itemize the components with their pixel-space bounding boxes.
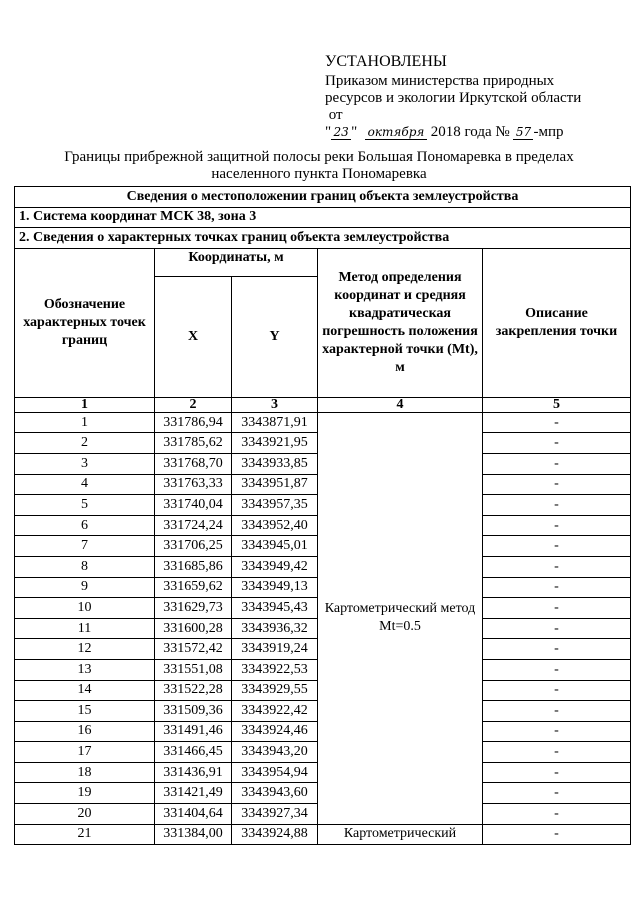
point-x: 331659,62 bbox=[155, 577, 232, 598]
point-y: 3343945,01 bbox=[232, 536, 318, 557]
approval-date-line: " 23 " октября 2018 года № 57 -мпр bbox=[325, 124, 564, 140]
point-y: 3343954,94 bbox=[232, 762, 318, 783]
point-description: - bbox=[483, 804, 631, 825]
point-y: 3343949,42 bbox=[232, 556, 318, 577]
point-description: - bbox=[483, 556, 631, 577]
method-cell-last: Картометрический bbox=[318, 824, 483, 845]
approval-heading: УСТАНОВЛЕНЫ bbox=[325, 53, 447, 70]
point-description: - bbox=[483, 577, 631, 598]
point-x: 331572,42 bbox=[155, 639, 232, 660]
point-description: - bbox=[483, 762, 631, 783]
point-description: - bbox=[483, 433, 631, 454]
point-number: 3 bbox=[15, 453, 155, 474]
point-number: 15 bbox=[15, 701, 155, 722]
document-title bbox=[14, 149, 624, 183]
points-section-line: 2. Сведения о характерных точках границ объекта землеустройства bbox=[15, 228, 631, 249]
header-point: Обозначение характерных точек границ bbox=[15, 248, 155, 397]
point-x: 331522,28 bbox=[155, 680, 232, 701]
col-number-3: 3 bbox=[232, 397, 318, 412]
col-number-2: 2 bbox=[155, 397, 232, 412]
point-number: 20 bbox=[15, 804, 155, 825]
point-number: 18 bbox=[15, 762, 155, 783]
point-y: 3343933,85 bbox=[232, 453, 318, 474]
point-description: - bbox=[483, 659, 631, 680]
point-x: 331421,49 bbox=[155, 783, 232, 804]
col-number-4: 4 bbox=[318, 397, 483, 412]
approval-suffix: -мпр bbox=[533, 124, 564, 140]
point-description: - bbox=[483, 742, 631, 763]
point-y: 3343929,55 bbox=[232, 680, 318, 701]
point-x: 331768,70 bbox=[155, 453, 232, 474]
approval-block bbox=[325, 53, 625, 141]
col-number-5: 5 bbox=[483, 397, 631, 412]
point-number: 12 bbox=[15, 639, 155, 660]
point-x: 331509,36 bbox=[155, 701, 232, 722]
point-description: - bbox=[483, 412, 631, 433]
col-number-1: 1 bbox=[15, 397, 155, 412]
point-y: 3343951,87 bbox=[232, 474, 318, 495]
point-number: 7 bbox=[15, 536, 155, 557]
approval-year: 2018 года № bbox=[430, 124, 510, 140]
point-number: 1 bbox=[15, 412, 155, 433]
point-y: 3343952,40 bbox=[232, 515, 318, 536]
point-description: - bbox=[483, 783, 631, 804]
point-x: 331786,94 bbox=[155, 412, 232, 433]
point-y: 3343957,35 bbox=[232, 495, 318, 516]
point-y: 3343927,34 bbox=[232, 804, 318, 825]
point-number: 11 bbox=[15, 618, 155, 639]
table-row bbox=[15, 412, 631, 433]
point-y: 3343945,43 bbox=[232, 598, 318, 619]
point-x: 331491,46 bbox=[155, 721, 232, 742]
approval-day: 23 bbox=[331, 126, 351, 140]
header-coordinates: Координаты, м bbox=[155, 248, 318, 276]
document-title-line-2: населенного пункта Пономаревка bbox=[211, 166, 427, 182]
point-description: - bbox=[483, 495, 631, 516]
point-number: 19 bbox=[15, 783, 155, 804]
point-number: 10 bbox=[15, 598, 155, 619]
point-y: 3343922,53 bbox=[232, 659, 318, 680]
point-description: - bbox=[483, 824, 631, 845]
point-y: 3343924,46 bbox=[232, 721, 318, 742]
approval-line-1: Приказом министерства природных bbox=[325, 73, 555, 89]
section-title: Сведения о местоположении границ объекта землеустройства bbox=[15, 187, 631, 208]
point-x: 331740,04 bbox=[155, 495, 232, 516]
point-y: 3343921,95 bbox=[232, 433, 318, 454]
point-y: 3343949,13 bbox=[232, 577, 318, 598]
point-x: 331384,00 bbox=[155, 824, 232, 845]
point-x: 331404,64 bbox=[155, 804, 232, 825]
point-x: 331600,28 bbox=[155, 618, 232, 639]
point-y: 3343943,20 bbox=[232, 742, 318, 763]
point-y: 3343871,91 bbox=[232, 412, 318, 433]
point-number: 8 bbox=[15, 556, 155, 577]
point-description: - bbox=[483, 639, 631, 660]
header-x: X bbox=[155, 277, 232, 398]
point-y: 3343943,60 bbox=[232, 783, 318, 804]
point-x: 331466,45 bbox=[155, 742, 232, 763]
approval-line-3: от bbox=[328, 107, 343, 123]
document-title-line-1: Границы прибрежной защитной полосы реки Большая Пономаревка в пределах bbox=[64, 149, 574, 165]
point-x: 331706,25 bbox=[155, 536, 232, 557]
point-number: 4 bbox=[15, 474, 155, 495]
approval-month: октября bbox=[365, 126, 427, 140]
point-number: 14 bbox=[15, 680, 155, 701]
boundary-points-table bbox=[14, 186, 631, 845]
header-method: Метод определения координат и средняя квадратическая погрешность положения характерной точки (Mt), м bbox=[318, 248, 483, 397]
point-number: 21 bbox=[15, 824, 155, 845]
approval-number: 57 bbox=[513, 126, 533, 140]
point-description: - bbox=[483, 701, 631, 722]
point-x: 331629,73 bbox=[155, 598, 232, 619]
point-x: 331551,08 bbox=[155, 659, 232, 680]
point-x: 331763,33 bbox=[155, 474, 232, 495]
point-number: 5 bbox=[15, 495, 155, 516]
point-number: 6 bbox=[15, 515, 155, 536]
point-description: - bbox=[483, 680, 631, 701]
point-description: - bbox=[483, 598, 631, 619]
point-number: 9 bbox=[15, 577, 155, 598]
header-y: Y bbox=[232, 277, 318, 398]
point-x: 331785,62 bbox=[155, 433, 232, 454]
point-x: 331436,91 bbox=[155, 762, 232, 783]
point-description: - bbox=[483, 721, 631, 742]
point-description: - bbox=[483, 515, 631, 536]
point-y: 3343924,88 bbox=[232, 824, 318, 845]
table-row bbox=[15, 824, 631, 845]
point-description: - bbox=[483, 618, 631, 639]
method-cell: Картометрический метод Mt=0.5 bbox=[318, 412, 483, 824]
point-y: 3343922,42 bbox=[232, 701, 318, 722]
point-description: - bbox=[483, 536, 631, 557]
approval-line-2: ресурсов и экологии Иркутской области bbox=[325, 90, 582, 106]
point-x: 331724,24 bbox=[155, 515, 232, 536]
point-number: 17 bbox=[15, 742, 155, 763]
point-y: 3343919,24 bbox=[232, 639, 318, 660]
point-number: 13 bbox=[15, 659, 155, 680]
point-number: 16 bbox=[15, 721, 155, 742]
point-number: 2 bbox=[15, 433, 155, 454]
point-description: - bbox=[483, 453, 631, 474]
coordinate-system-line: 1. Система координат МСК 38, зона 3 bbox=[15, 207, 631, 228]
point-x: 331685,86 bbox=[155, 556, 232, 577]
point-description: - bbox=[483, 474, 631, 495]
header-description: Описание закрепления точки bbox=[483, 248, 631, 397]
point-y: 3343936,32 bbox=[232, 618, 318, 639]
